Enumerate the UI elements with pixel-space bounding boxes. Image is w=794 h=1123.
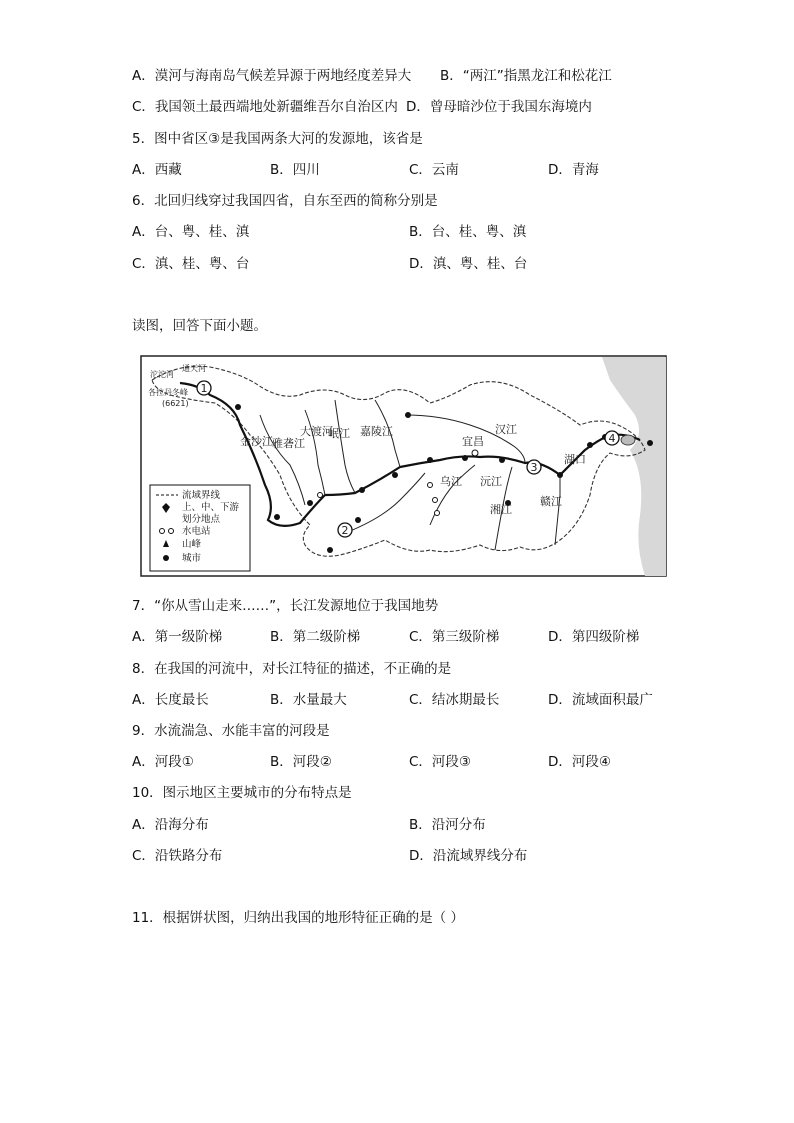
q8-option-d: D．流域面积最广 [548, 692, 653, 708]
q9-option-c: C．河段③ [409, 754, 472, 770]
q7-option-c: C．第三级阶梯 [409, 629, 500, 645]
q4-option-a: A．漠河与海南岛气候差异源于两地经度差异大 [132, 68, 412, 84]
q7-option-b: B．第二级阶梯 [270, 629, 361, 645]
han-label: 汉江 [495, 423, 517, 436]
legend-city: 城市 [182, 553, 202, 564]
q6-option-c: C．滇、桂、粤、台 [132, 256, 250, 272]
dadu-label: 大渡河 [300, 425, 333, 438]
yangtze-basin-map [140, 355, 667, 577]
segment-3-label: 3 [530, 461, 538, 474]
hukou-label: 湖口 [564, 453, 586, 466]
q9-option-b: B．河段② [270, 754, 332, 770]
q4-option-b: B．“两江”指黑龙江和松花江 [440, 68, 612, 84]
city-marker [405, 412, 411, 418]
lake [621, 435, 635, 445]
hydro-station-sanxia [472, 450, 478, 456]
q5-option-c: C．云南 [409, 162, 459, 178]
xiang-label: 湘江 [490, 503, 512, 516]
q9-option-d: D．河段④ [548, 754, 611, 770]
q10-stem: 10．图示地区主要城市的分布特点是 [132, 785, 352, 801]
q9-stem: 9．水流湍急、水能丰富的河段是 [132, 723, 330, 739]
hydro-icon [160, 529, 165, 534]
hydro-station [435, 511, 440, 516]
jialing-label: 嘉陵江 [360, 425, 393, 438]
q10-option-c: C．沿铁路分布 [132, 848, 223, 864]
city-marker [427, 457, 433, 463]
min-label: 岷江 [328, 427, 350, 440]
gan-label: 赣江 [540, 495, 562, 508]
q8-stem: 8．在我国的河流中，对长江特征的描述，不正确的是 [132, 661, 452, 677]
legend-division-2: 划分地点 [182, 514, 221, 525]
q6-option-d: D．滇、粤、桂、台 [409, 256, 528, 272]
city-marker [499, 457, 505, 463]
segment-1-label: 1 [200, 382, 208, 395]
jinsha-label: 金沙江 [240, 435, 273, 448]
q4-option-d: D．曾母暗沙位于我国东海境内 [406, 99, 592, 115]
legend-division: 上、中、下游 [182, 502, 240, 513]
q11-stem: 11．根据饼状图，归纳出我国的地形特征正确的是（ ） [132, 910, 464, 926]
city-marker [274, 514, 280, 520]
q8-option-b: B．水量最大 [270, 692, 347, 708]
q10-option-a: A．沿海分布 [132, 817, 209, 833]
legend-boundary: 流域界线 [182, 490, 221, 501]
q5-option-a: A．西藏 [132, 162, 182, 178]
q5-stem: 5．图中省区③是我国两条大河的发源地，该省是 [132, 131, 423, 147]
q5-option-d: D．青海 [548, 162, 599, 178]
city-marker [307, 500, 313, 506]
reading-intro: 读图，回答下面小题。 [132, 318, 267, 334]
city-marker [327, 547, 333, 553]
city-marker [462, 455, 468, 461]
hydro-station [318, 493, 323, 498]
city-marker [235, 404, 241, 410]
geladandong-label: 各拉丹冬峰 [148, 388, 188, 397]
wu-label: 乌江 [440, 475, 462, 488]
segment-4-label: 4 [608, 432, 616, 445]
q10-option-d: D．沿流域界线分布 [409, 848, 528, 864]
q7-option-d: D．第四级阶梯 [548, 629, 640, 645]
q8-option-c: C．结冰期最长 [409, 692, 500, 708]
segment-2-label: 2 [341, 524, 349, 537]
hydro-station [433, 498, 438, 503]
city-marker [647, 440, 653, 446]
q6-stem: 6．北回归线穿过我国四省，自东至西的简称分别是 [132, 193, 438, 209]
tongtian-label: 通天河 [182, 364, 206, 373]
q7-option-a: A．第一级阶梯 [132, 629, 223, 645]
tuotuohe-label: 沱沱河 [150, 370, 174, 379]
city-marker [587, 442, 593, 448]
q5-option-b: B．四川 [270, 162, 320, 178]
q9-option-a: A．河段① [132, 754, 194, 770]
hydro-station [428, 483, 433, 488]
legend-peak: 山峰 [182, 539, 202, 550]
map-legend [150, 485, 250, 571]
city-marker [392, 472, 398, 478]
legend-hydro: 水电站 [182, 526, 211, 537]
q8-option-a: A．长度最长 [132, 692, 209, 708]
city-marker [557, 472, 563, 478]
city-icon [163, 555, 169, 561]
q7-stem: 7．“你从雪山走来……”，长江发源地位于我国地势 [132, 598, 439, 614]
q10-option-b: B．沿河分布 [409, 817, 486, 833]
q4-option-c: C．我国领土最西端地处新疆维吾尔自治区内 [132, 99, 398, 115]
q6-option-b: B．台、桂、粤、滇 [409, 224, 527, 240]
yichang-label: 宜昌 [462, 435, 484, 448]
yuan-label: 沅江 [480, 475, 502, 488]
hydro-icon [169, 529, 174, 534]
city-marker [359, 487, 365, 493]
yalong-label: 雅砻江 [272, 437, 305, 450]
q6-option-a: A．台、粤、桂、滇 [132, 224, 250, 240]
city-marker [355, 517, 361, 523]
elevation-label: (6621) [162, 399, 189, 408]
